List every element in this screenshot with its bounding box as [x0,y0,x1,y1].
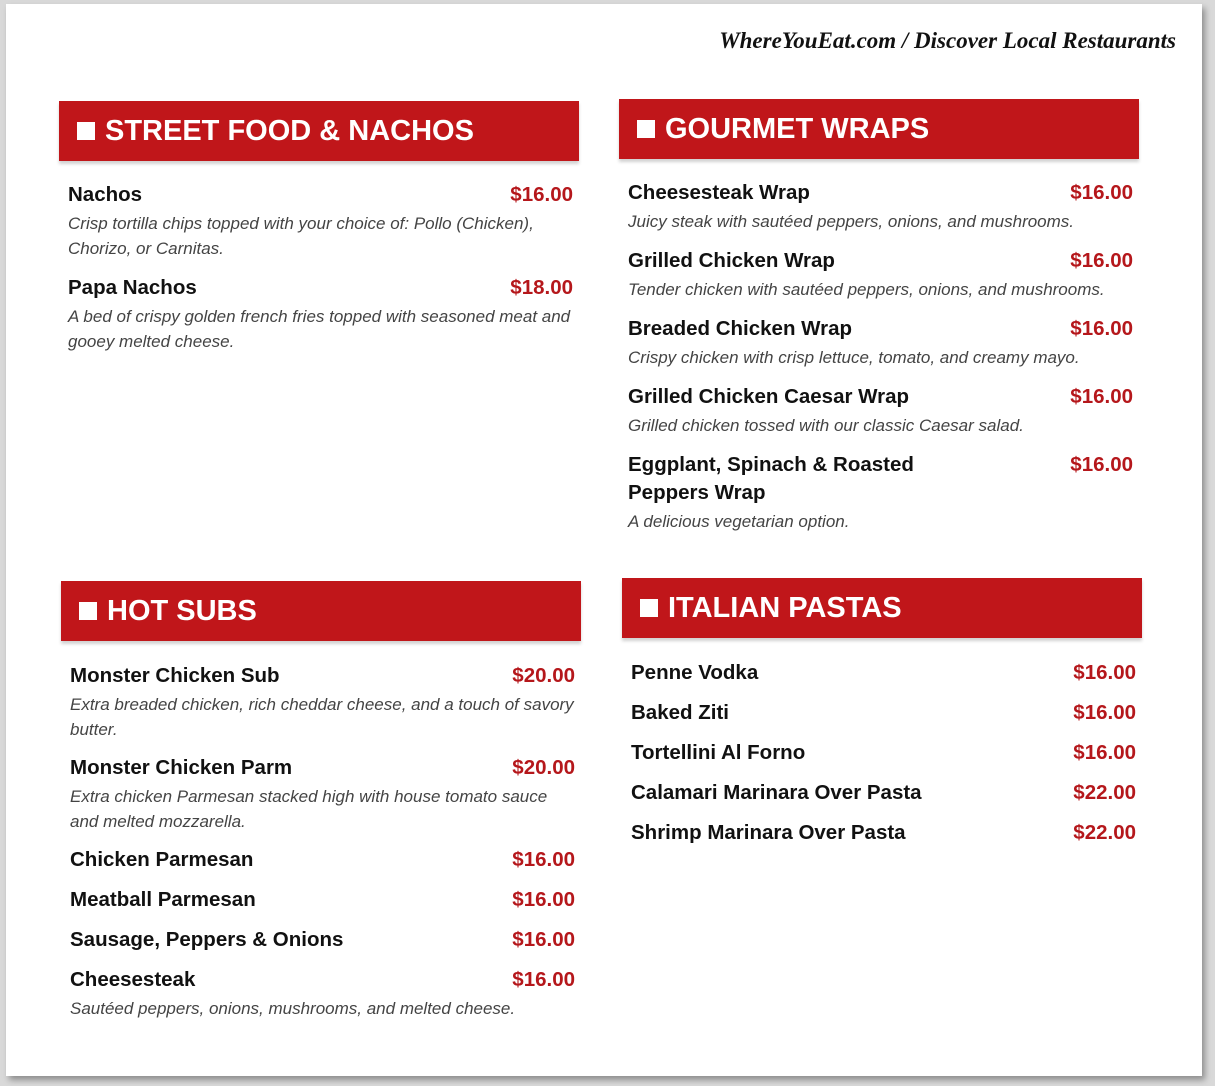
menu-item-description: Grilled chicken tossed with our classic Caesar salad. [628,416,1024,435]
menu-item [70,925,575,954]
menu-item-name: Papa Nachos [68,276,197,299]
menu-item [631,658,1136,687]
menu-item-price: $16.00 [512,848,575,871]
menu-item-price: $16.00 [1073,701,1136,724]
menu-item [631,778,1136,807]
menu-item-name: Tortellini Al Forno [631,741,806,764]
menu-item-price: $16.00 [512,928,575,951]
menu-item-row [70,885,575,914]
menu-item-name: Cheesesteak Wrap [628,181,810,204]
menu-item-list [622,638,1142,847]
menu-item-description: Crisp tortilla chips topped with your choice of: Pollo (Chicken), Chorizo, or Carnitas. [68,214,534,258]
menu-item-name: Penne Vodka [631,661,759,684]
menu-item [70,661,575,742]
menu-item-price: $22.00 [1073,781,1136,804]
menu-item [628,315,1133,370]
section-title: ITALIAN PASTAS [668,591,902,624]
menu-item-row [70,925,575,954]
square-bullet-icon [637,120,655,138]
menu-item-name: Monster Chicken Parm [70,756,293,779]
menu-item-name: Calamari Marinara Over Pasta [631,781,922,804]
menu-item-row [631,738,1136,767]
menu-item-name: Grilled Chicken Caesar Wrap [628,385,910,408]
menu-item-price: $18.00 [510,276,573,299]
menu-item-description: Juicy steak with sautéed peppers, onions, and mushrooms. [628,212,1075,231]
menu-item-name: Cheesesteak [70,968,196,991]
menu-item [631,818,1136,847]
menu-item [628,247,1133,302]
menu-item-price: $16.00 [512,888,575,911]
menu-item-name: Grilled Chicken Wrap [628,249,835,272]
section-title: STREET FOOD & NACHOS [105,114,474,147]
menu-item [70,885,575,914]
menu-item [68,274,573,354]
menu-item-price: $16.00 [1073,661,1136,684]
menu-item-price: $16.00 [1073,741,1136,764]
menu-item [70,965,575,1021]
menu-item-name: Eggplant, Spinach & Roasted Peppers Wrap [628,453,914,504]
menu-item [68,181,573,261]
section-gourmet-wraps [619,99,1139,547]
menu-item-row [68,181,573,209]
section-banner [619,99,1139,159]
menu-item-name: Meatball Parmesan [70,888,256,911]
menu-item-row [70,845,575,874]
menu-item-price: $22.00 [1073,821,1136,844]
menu-item-name: Monster Chicken Sub [70,664,280,687]
menu-item [628,179,1133,234]
menu-item-price: $16.00 [512,968,575,991]
menu-item-price: $16.00 [510,183,573,206]
menu-item-description: Tender chicken with sautéed peppers, onions, and mushrooms. [628,280,1105,299]
section-banner [622,578,1142,638]
section-street-food [59,101,579,367]
menu-item-price: $16.00 [1070,317,1133,340]
section-title: HOT SUBS [107,594,257,627]
menu-item-price: $16.00 [1070,453,1133,476]
menu-item [628,383,1133,438]
menu-item-row [631,658,1136,687]
menu-item-list [61,641,581,1021]
section-banner [59,101,579,161]
menu-item-description: Sautéed peppers, onions, mushrooms, and melted cheese. [70,999,516,1018]
section-title: GOURMET WRAPS [665,112,930,145]
menu-item-price: $20.00 [512,664,575,687]
menu-item-row [70,965,575,994]
menu-item-name: Sausage, Peppers & Onions [70,928,344,951]
menu-item-row [70,661,575,690]
menu-item-description: Extra breaded chicken, rich cheddar cheese, and a touch of savory butter. [70,695,574,739]
menu-item [70,845,575,874]
menu-item-name: Breaded Chicken Wrap [628,317,853,340]
menu-item-list [619,159,1139,534]
menu-item-description: A delicious vegetarian option. [628,512,850,531]
menu-item-row [628,451,1133,507]
square-bullet-icon [79,602,97,620]
square-bullet-icon [640,599,658,617]
menu-item-list [59,161,579,354]
menu-item-name: Chicken Parmesan [70,848,254,871]
menu-item-row [70,753,575,782]
menu-item-name: Nachos [68,183,143,206]
menu-item-price: $20.00 [512,756,575,779]
section-hot-subs [61,581,581,1032]
menu-page [6,4,1202,1076]
menu-item-name: Baked Ziti [631,701,729,724]
menu-item-row [68,274,573,302]
section-italian-pastas [622,578,1142,858]
menu-item-row [631,698,1136,727]
menu-item-row [628,315,1133,343]
menu-item-row [631,818,1136,847]
menu-item-description: A bed of crispy golden french fries topped with seasoned meat and gooey melted cheese. [68,307,571,351]
menu-item-row [628,383,1133,411]
menu-item-price: $16.00 [1070,385,1133,408]
section-banner [61,581,581,641]
menu-item-description: Crispy chicken with crisp lettuce, tomato, and creamy mayo. [628,348,1080,367]
site-header: WhereYouEat.com / Discover Local Restaurants [719,28,1176,53]
menu-item [70,753,575,834]
menu-item-name: Shrimp Marinara Over Pasta [631,821,906,844]
menu-item-row [628,247,1133,275]
menu-item [628,451,1133,534]
menu-item [631,698,1136,727]
menu-item-price: $16.00 [1070,249,1133,272]
square-bullet-icon [77,122,95,140]
menu-item-row [631,778,1136,807]
menu-item [631,738,1136,767]
menu-item-row [628,179,1133,207]
menu-item-price: $16.00 [1070,181,1133,204]
menu-item-description: Extra chicken Parmesan stacked high with house tomato sauce and melted mozzarella. [70,787,548,831]
